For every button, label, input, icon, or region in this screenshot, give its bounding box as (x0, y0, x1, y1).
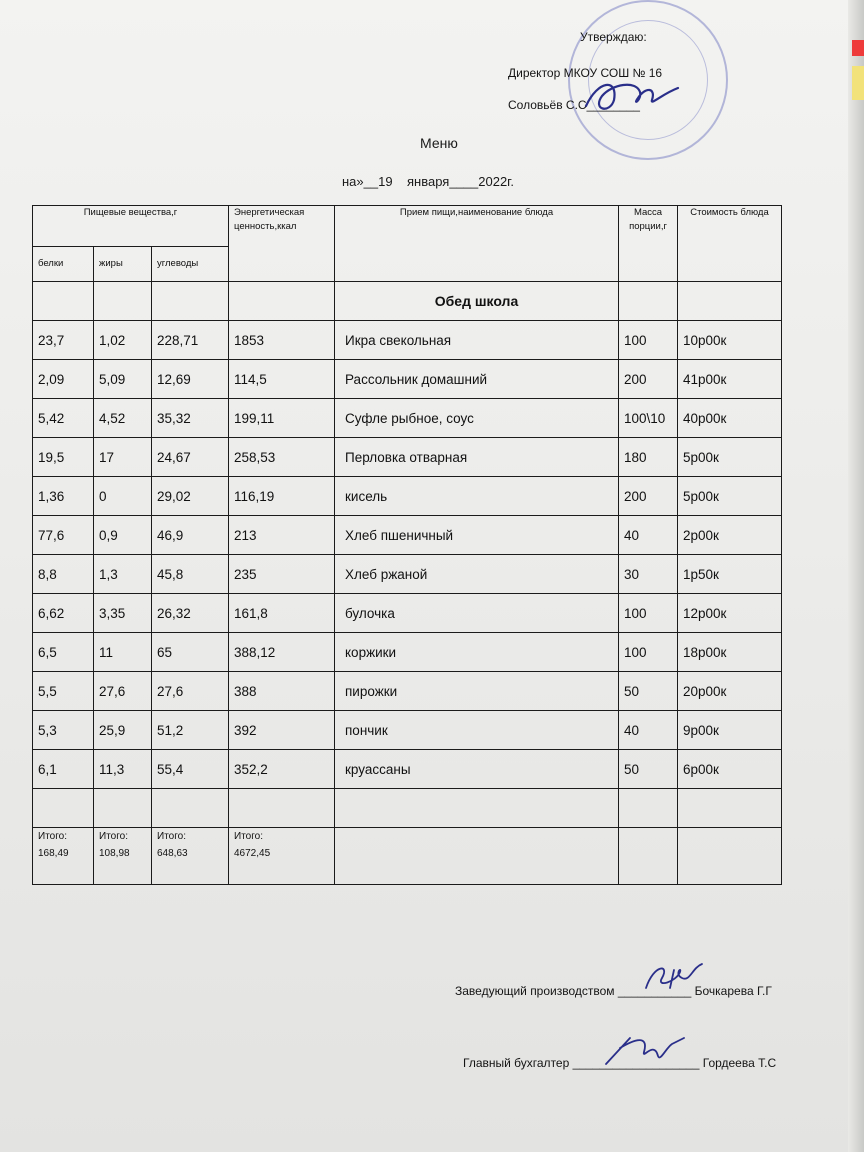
cell-dish-name: пончик (335, 711, 619, 750)
cell-mass: 100 (619, 594, 678, 633)
cell-fat: 0,9 (94, 516, 152, 555)
menu-title: Меню (420, 135, 458, 151)
cell-energy: 161,8 (229, 594, 335, 633)
table-row (33, 555, 782, 594)
cell-protein: 23,7 (33, 321, 94, 360)
cell-energy: 116,19 (229, 477, 335, 516)
cell-fat: 0 (94, 477, 152, 516)
approval-line-1: Утверждаю: (580, 30, 647, 44)
table-row (33, 594, 782, 633)
cell-fat: 4,52 (94, 399, 152, 438)
cell-price: 5р00к (678, 438, 782, 477)
cell-energy: 392 (229, 711, 335, 750)
cell-carbs: 29,02 (152, 477, 229, 516)
section-row (33, 282, 782, 321)
header-mass: Масса порции,г (619, 206, 678, 282)
cell-fat: 11 (94, 633, 152, 672)
red-sticky-tab (852, 40, 864, 56)
cell-fat: 3,35 (94, 594, 152, 633)
cell-protein: 6,62 (33, 594, 94, 633)
cell-energy: 388,12 (229, 633, 335, 672)
cell-protein: 6,5 (33, 633, 94, 672)
cell-mass: 50 (619, 750, 678, 789)
cell-carbs: 46,9 (152, 516, 229, 555)
cell-energy: 1853 (229, 321, 335, 360)
cell-energy: 114,5 (229, 360, 335, 399)
cell-price: 20р00к (678, 672, 782, 711)
header-protein: белки (33, 247, 94, 282)
cell-protein: 6,1 (33, 750, 94, 789)
cell-fat: 1,3 (94, 555, 152, 594)
table-row (33, 477, 782, 516)
cell-protein: 77,6 (33, 516, 94, 555)
cell-price: 9р00к (678, 711, 782, 750)
cell-price: 18р00к (678, 633, 782, 672)
total-protein: Итого: 168,49 (33, 828, 94, 885)
cell-protein: 5,3 (33, 711, 94, 750)
cell-dish-name: Перловка отварная (335, 438, 619, 477)
table-row (33, 633, 782, 672)
table-row (33, 672, 782, 711)
accountant-signature-icon (600, 1030, 690, 1072)
cell-carbs: 12,69 (152, 360, 229, 399)
menu-table (32, 205, 782, 885)
cell-carbs: 55,4 (152, 750, 229, 789)
cell-dish-name: Икра свекольная (335, 321, 619, 360)
cell-mass: 100\10 (619, 399, 678, 438)
empty-row (33, 789, 782, 828)
table-row (33, 360, 782, 399)
section-title: Обед школа (335, 282, 619, 321)
header-price: Стоимость блюда (678, 206, 782, 282)
cell-dish-name: круассаны (335, 750, 619, 789)
cell-dish-name: пирожки (335, 672, 619, 711)
cell-price: 1р50к (678, 555, 782, 594)
cell-price: 12р00к (678, 594, 782, 633)
menu-date: на»__19 января____2022г. (342, 174, 514, 189)
cell-carbs: 35,32 (152, 399, 229, 438)
cell-protein: 1,36 (33, 477, 94, 516)
cell-carbs: 45,8 (152, 555, 229, 594)
cell-dish-name: кисель (335, 477, 619, 516)
cell-price: 40р00к (678, 399, 782, 438)
table-row (33, 516, 782, 555)
cell-mass: 200 (619, 360, 678, 399)
cell-dish-name: Рассольник домашний (335, 360, 619, 399)
table-row (33, 750, 782, 789)
table-row (33, 438, 782, 477)
approval-line-2: Директор МКОУ СОШ № 16 (508, 66, 663, 80)
cell-energy: 388 (229, 672, 335, 711)
accountant-signature-line: Главный бухгалтер ___________________ Гордеева Т.С (463, 1056, 777, 1070)
cell-mass: 50 (619, 672, 678, 711)
approval-line-3: Соловьёв С.С________ (508, 98, 640, 112)
cell-carbs: 51,2 (152, 711, 229, 750)
cell-protein: 5,5 (33, 672, 94, 711)
cell-energy: 213 (229, 516, 335, 555)
cell-mass: 40 (619, 516, 678, 555)
header-carbs: углеводы (152, 247, 229, 282)
header-energy: Энергетическая ценность,ккал (229, 206, 335, 282)
cell-energy: 235 (229, 555, 335, 594)
cell-carbs: 24,67 (152, 438, 229, 477)
cell-dish-name: коржики (335, 633, 619, 672)
cell-price: 10р00к (678, 321, 782, 360)
header-dish: Прием пищи,наименование блюда (335, 206, 619, 282)
header-row (33, 206, 782, 247)
cell-protein: 2,09 (33, 360, 94, 399)
cell-protein: 8,8 (33, 555, 94, 594)
cell-dish-name: Хлеб пшеничный (335, 516, 619, 555)
cell-price: 41р00к (678, 360, 782, 399)
cell-fat: 1,02 (94, 321, 152, 360)
header-nutrients: Пищевые вещества,г (33, 206, 229, 247)
cell-energy: 258,53 (229, 438, 335, 477)
background-edge (848, 0, 864, 1152)
cell-mass: 100 (619, 321, 678, 360)
cell-mass: 100 (619, 633, 678, 672)
cell-price: 5р00к (678, 477, 782, 516)
cell-fat: 17 (94, 438, 152, 477)
cell-protein: 5,42 (33, 399, 94, 438)
cell-mass: 30 (619, 555, 678, 594)
table-row (33, 321, 782, 360)
manager-signature-line: Заведующий производством ___________ Бочкарева Г.Г (455, 984, 772, 998)
cell-carbs: 228,71 (152, 321, 229, 360)
cell-mass: 200 (619, 477, 678, 516)
cell-dish-name: Хлеб ржаной (335, 555, 619, 594)
cell-fat: 27,6 (94, 672, 152, 711)
cell-energy: 352,2 (229, 750, 335, 789)
total-fat: Итого: 108,98 (94, 828, 152, 885)
cell-carbs: 27,6 (152, 672, 229, 711)
cell-fat: 25,9 (94, 711, 152, 750)
manager-signature-icon (640, 958, 710, 998)
total-carbs: Итого: 648,63 (152, 828, 229, 885)
cell-dish-name: Суфле рыбное, соус (335, 399, 619, 438)
yellow-sticky-tab (852, 66, 864, 100)
cell-mass: 180 (619, 438, 678, 477)
header-fat: жиры (94, 247, 152, 282)
cell-price: 6р00к (678, 750, 782, 789)
cell-carbs: 65 (152, 633, 229, 672)
totals-row (33, 828, 782, 885)
table-row (33, 711, 782, 750)
cell-dish-name: булочка (335, 594, 619, 633)
table-row (33, 399, 782, 438)
cell-protein: 19,5 (33, 438, 94, 477)
cell-mass: 40 (619, 711, 678, 750)
cell-fat: 11,3 (94, 750, 152, 789)
cell-fat: 5,09 (94, 360, 152, 399)
total-energy: Итого: 4672,45 (229, 828, 335, 885)
cell-price: 2р00к (678, 516, 782, 555)
menu-rows (33, 321, 782, 789)
cell-carbs: 26,32 (152, 594, 229, 633)
cell-energy: 199,11 (229, 399, 335, 438)
